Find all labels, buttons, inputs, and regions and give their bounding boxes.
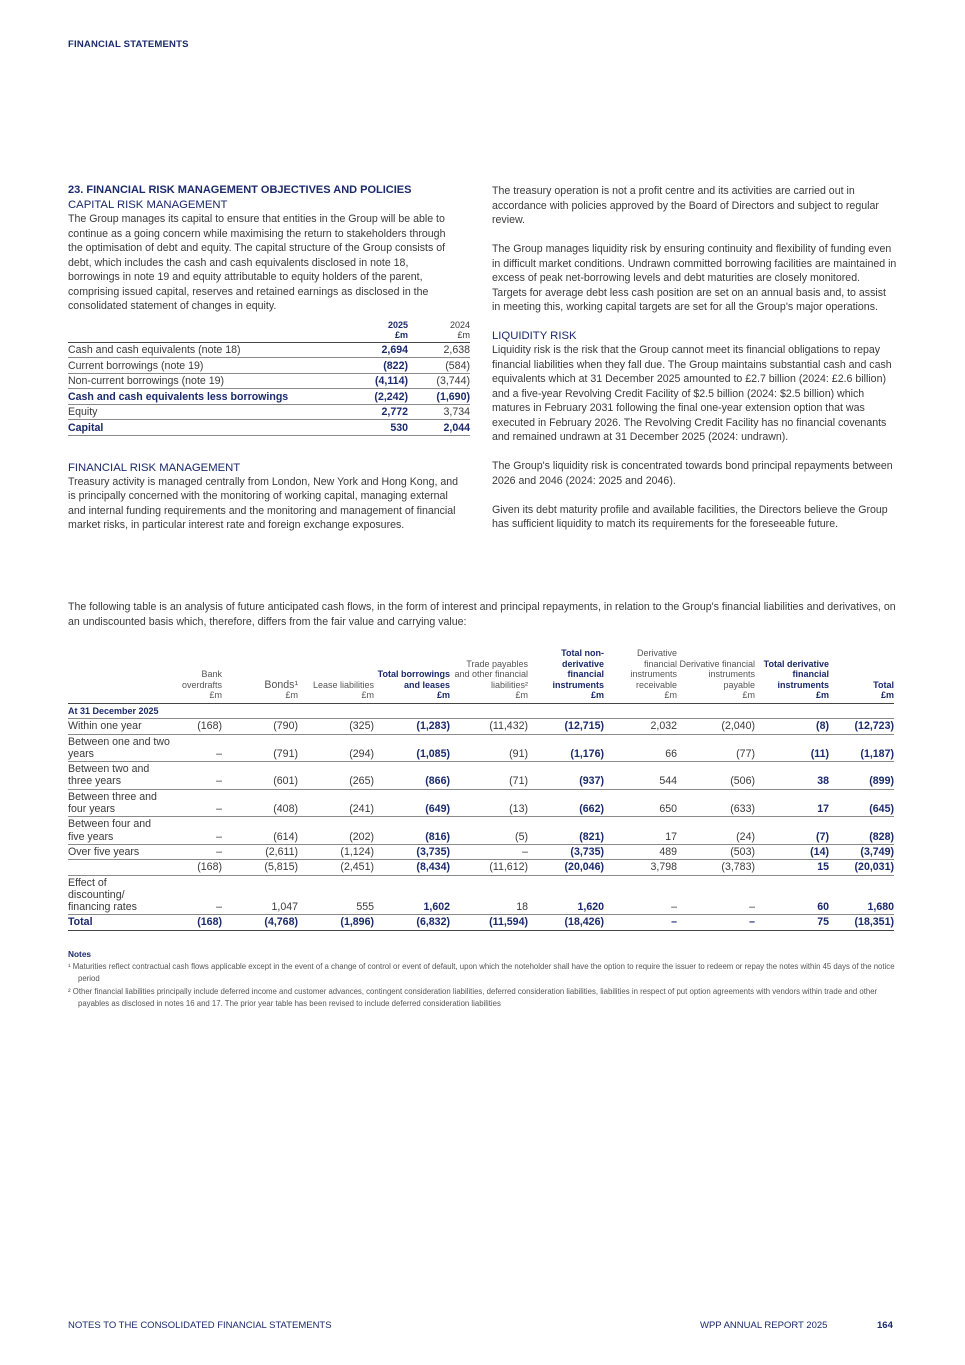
row-label: Cash and cash equivalents less borrowings	[68, 389, 338, 405]
table-row	[68, 420, 470, 436]
liquidity-management-text: The Group manages liquidity risk by ensuring continuity and flexibility of funding even in difficult market conditions. Undrawn committed borrowing facilities are maintained in excess of peak net-borrowing levels and debt maturities are closely monitored. Targets for average debt less cash position are set on an annual basis and, to assist in meeting this, working capital targets are set for all the Group's major operations.	[492, 243, 897, 313]
cell-value: (6,832)	[374, 915, 450, 930]
cell-value: (5,815)	[222, 860, 298, 875]
value-2025: 530	[338, 420, 408, 436]
section-row	[68, 703, 894, 718]
cell-value: (1,896)	[298, 915, 374, 930]
cell-value: (265)	[298, 762, 374, 790]
cell-value: (12,723)	[829, 719, 894, 734]
table-row	[68, 875, 894, 915]
table-row	[68, 789, 894, 817]
cell-value: (408)	[222, 789, 298, 817]
table-row	[68, 404, 470, 420]
column-label: Bonds¹	[264, 678, 298, 691]
capital-table	[68, 320, 470, 436]
footnote-1: ¹ Maturities reflect contractual cash flows applicable except in the event of a change of control or event of default, upon which the noteholder shall have the option to require the issuer to redeem or repay the notes within 45 days of the notice period	[68, 962, 895, 984]
column-unit: £m	[664, 690, 677, 701]
table-row	[68, 342, 470, 358]
col-2025: 2025 £m	[338, 320, 408, 343]
cell-value: (866)	[374, 762, 450, 790]
column-header	[374, 648, 450, 703]
row-label: Between four and five years	[68, 817, 178, 845]
header-blank	[68, 648, 178, 703]
cell-value: (899)	[829, 762, 894, 790]
column-unit: £m	[515, 690, 528, 701]
cell-value: 17	[755, 789, 829, 817]
cell-value: –	[178, 817, 222, 845]
row-label: Cash and cash equivalents (note 18)	[68, 342, 338, 358]
row-label: Non-current borrowings (note 19)	[68, 373, 338, 389]
column-header	[829, 648, 894, 703]
table-row	[68, 817, 894, 845]
cell-value: 1,620	[528, 875, 604, 915]
value-2025: (4,114)	[338, 373, 408, 389]
row-label: Between two and three years	[68, 762, 178, 790]
cell-value: (601)	[222, 762, 298, 790]
column-label: Derivative financial instruments payable	[679, 658, 755, 690]
cell-value: 1,047	[222, 875, 298, 915]
column-unit: £m	[742, 690, 755, 701]
cell-value: –	[450, 844, 528, 859]
cell-value: –	[604, 915, 677, 930]
cell-value: 3,798	[604, 860, 677, 875]
cell-value: (7)	[755, 817, 829, 845]
cell-value: (12,715)	[528, 719, 604, 734]
column-header	[298, 648, 374, 703]
column-header	[450, 648, 528, 703]
cell-value: (241)	[298, 789, 374, 817]
cell-value: 489	[604, 844, 677, 859]
table-row	[68, 719, 894, 734]
row-label: Over five years	[68, 844, 178, 859]
value-2024: (3,744)	[408, 373, 470, 389]
cell-value: (24)	[677, 817, 755, 845]
cell-value: (1,085)	[374, 734, 450, 762]
cell-value: (3,735)	[528, 844, 604, 859]
cell-value: 650	[604, 789, 677, 817]
table-row	[68, 844, 894, 859]
capital-risk-heading: CAPITAL RISK MANAGEMENT	[68, 199, 228, 211]
column-header	[677, 648, 755, 703]
cell-value: 18	[450, 875, 528, 915]
cell-value: 1,680	[829, 875, 894, 915]
footer-report: WPP ANNUAL REPORT 2025	[700, 1320, 828, 1331]
column-label: Total derivative financial instruments	[763, 658, 829, 690]
footnote-2: ² Other financial liabilities principally include deferred income and customer advances, contingent consideration liabilities, deferred consideration liabilities, liabilities in respect of put option agreements with vendors within trade and other payables as disclosed in notes 16 and 17. The prior year table has been revised to include deferred consideration liabilities	[68, 986, 878, 1008]
cell-value: (3,735)	[374, 844, 450, 859]
cell-value: –	[604, 875, 677, 915]
cell-value: (2,611)	[222, 844, 298, 859]
cell-value: –	[677, 915, 755, 930]
column-label: Total non-derivative financial instruments	[552, 648, 604, 690]
cell-value: (1,124)	[298, 844, 374, 859]
cell-value: (168)	[178, 915, 222, 930]
cell-value: (503)	[677, 844, 755, 859]
column-unit: £m	[361, 690, 374, 701]
cell-value: (2,451)	[298, 860, 374, 875]
cell-value: 60	[755, 875, 829, 915]
row-label: Effect of discounting/ financing rates	[68, 875, 178, 915]
cell-value: (202)	[298, 817, 374, 845]
table-row	[68, 915, 894, 930]
cell-value: (828)	[829, 817, 894, 845]
bond-repayment-text: The Group's liquidity risk is concentrated towards bond principal repayments between 2026 and 2046 (2024: 2025 and 2046).	[492, 460, 893, 487]
row-label	[68, 860, 178, 875]
cell-value: (11,432)	[450, 719, 528, 734]
cell-value: (18,351)	[829, 915, 894, 930]
right-column	[492, 184, 897, 532]
cashflow-intro: The following table is an analysis of future anticipated cash flows, in the form of interest and principal repayments, in relation to the Group's financial liabilities and derivatives, on an undiscounted basis which, therefore, differs from the fair value and carrying value:	[68, 601, 896, 628]
cell-value: –	[178, 762, 222, 790]
value-2024: (1,690)	[408, 389, 470, 405]
value-2024: 2,044	[408, 420, 470, 436]
value-2025: (2,242)	[338, 389, 408, 405]
column-unit: £m	[815, 690, 829, 701]
cell-value: (4,768)	[222, 915, 298, 930]
cell-value: (821)	[528, 817, 604, 845]
cell-value: –	[677, 875, 755, 915]
cell-value: 544	[604, 762, 677, 790]
section-title: 23. FINANCIAL RISK MANAGEMENT OBJECTIVES AND POLICIES	[68, 184, 412, 196]
liquidity-risk-text: Liquidity risk is the risk that the Group cannot meet its financial obligations to repay financial liabilities when they fall due. The Group maintains substantial cash and cash equivalents which at 31 December 2025 amounted to £2.7 billion (2024: £2.6 billion) and a five-year Revolving Credit Facility of $2.5 billion (2024: $2.5 billion) which matures in February 2031 following the final one-year extension option that was executed in February 2026. The Revolving Credit Facility has no financial covenants and remained undrawn at 31 December 2025 (2024: undrawn).	[492, 344, 892, 443]
column-header	[755, 648, 829, 703]
financial-risk-heading: FINANCIAL RISK MANAGEMENT	[68, 461, 241, 474]
cell-value: 75	[755, 915, 829, 930]
cell-value: (71)	[450, 762, 528, 790]
value-2025: 2,772	[338, 404, 408, 420]
cell-value: (790)	[222, 719, 298, 734]
cell-value: (168)	[178, 719, 222, 734]
cell-value: (5)	[450, 817, 528, 845]
cell-value: (3,749)	[829, 844, 894, 859]
treasury-text: The treasury operation is not a profit centre and its activities are carried out in accordance with policies approved by the Board of Directors and subject to regular review.	[492, 185, 879, 226]
cell-value: (662)	[528, 789, 604, 817]
value-2024: 2,638	[408, 342, 470, 358]
liquidity-conclusion-text: Given its debt maturity profile and available facilities, the Directors believe the Group has sufficient liquidity to match its requirements for the foreseeable future.	[492, 503, 888, 530]
cell-value: 2,032	[604, 719, 677, 734]
cell-value: (1,283)	[374, 719, 450, 734]
table-row	[68, 358, 470, 374]
cell-value: 38	[755, 762, 829, 790]
column-unit: £m	[285, 690, 298, 701]
value-2024: (584)	[408, 358, 470, 374]
value-2025: 2,694	[338, 342, 408, 358]
column-label: Derivative financial instruments receivable	[630, 648, 677, 690]
column-label: Total	[873, 679, 894, 690]
table-row	[68, 762, 894, 790]
column-label: Total borrowings and leases	[377, 669, 450, 690]
cell-value: (633)	[677, 789, 755, 817]
column-header	[528, 648, 604, 703]
column-unit: £m	[590, 690, 604, 701]
cell-value: (8,434)	[374, 860, 450, 875]
row-label: Between three and four years	[68, 789, 178, 817]
liquidity-risk-heading: LIQUIDITY RISK	[492, 330, 577, 342]
cell-value: 555	[298, 875, 374, 915]
capital-risk-text: The Group manages its capital to ensure that entities in the Group will be able to continue as a going concern while maximising the return to stakeholders through the optimisation of debt and equity. The capital structure of the Group consists of debt, which includes the cash and cash equivalents disclosed in note 18, borrowings in note 19 and equity attributable to equity holders of the parent, comprising issued capital, reserves and retained earnings as disclosed in the consolidated statement of changes in equity.	[68, 213, 446, 312]
cell-value: (3,783)	[677, 860, 755, 875]
left-column	[68, 183, 470, 533]
table-row	[68, 734, 894, 762]
col-2024: 2024 £m	[408, 320, 470, 343]
cell-value: 17	[604, 817, 677, 845]
cell-value: (645)	[829, 789, 894, 817]
value-2024: 3,734	[408, 404, 470, 420]
footer-section: NOTES TO THE CONSOLIDATED FINANCIAL STATEMENTS	[68, 1320, 332, 1331]
notes	[68, 948, 896, 1010]
page-number: 164	[877, 1320, 893, 1331]
column-unit: £m	[880, 690, 894, 701]
cell-value: (325)	[298, 719, 374, 734]
cell-value: (77)	[677, 734, 755, 762]
cell-value: (791)	[222, 734, 298, 762]
cell-value: (2,040)	[677, 719, 755, 734]
cell-value: (816)	[374, 817, 450, 845]
cell-value: 1,602	[374, 875, 450, 915]
table-row	[68, 389, 470, 405]
column-label: Trade payables and other financial liabilities²	[454, 658, 528, 690]
column-unit: £m	[436, 690, 450, 701]
financial-risk-text: Treasury activity is managed centrally from London, New York and Hong Kong, and is principally concerned with the monitoring of working capital, managing external and internal funding requirements and the monitoring and management of financial market risks, in particular interest rate and foreign exchange exposures.	[68, 475, 459, 531]
cell-value: (294)	[298, 734, 374, 762]
row-label: Between one and two years	[68, 734, 178, 762]
cell-value: –	[178, 734, 222, 762]
cashflow-table	[68, 648, 894, 931]
table-row	[68, 373, 470, 389]
row-label: Total	[68, 915, 178, 930]
row-label: Capital	[68, 420, 338, 436]
cell-value: (614)	[222, 817, 298, 845]
row-label: Equity	[68, 404, 338, 420]
cell-value: –	[178, 875, 222, 915]
row-label: Within one year	[68, 719, 178, 734]
column-header	[604, 648, 677, 703]
cell-value: –	[178, 789, 222, 817]
column-unit: £m	[209, 690, 222, 701]
cell-value: (20,046)	[528, 860, 604, 875]
column-label: Bank overdrafts	[181, 669, 222, 690]
cell-value: (18,426)	[528, 915, 604, 930]
value-2025: (822)	[338, 358, 408, 374]
column-header	[178, 648, 222, 703]
section-label: At 31 December 2025	[68, 703, 894, 718]
cell-value: (1,176)	[528, 734, 604, 762]
cell-value: (11)	[755, 734, 829, 762]
cell-value: (168)	[178, 860, 222, 875]
table-row	[68, 860, 894, 875]
cell-value: 66	[604, 734, 677, 762]
cell-value: (649)	[374, 789, 450, 817]
cell-value: (20,031)	[829, 860, 894, 875]
cell-value: (506)	[677, 762, 755, 790]
cell-value: –	[178, 844, 222, 859]
cell-value: (14)	[755, 844, 829, 859]
cell-value: (11,594)	[450, 915, 528, 930]
cell-value: (1,187)	[829, 734, 894, 762]
cell-value: (8)	[755, 719, 829, 734]
cell-value: (91)	[450, 734, 528, 762]
column-label: Lease liabilities	[312, 679, 374, 690]
column-header	[222, 648, 298, 703]
notes-title: Notes	[68, 949, 92, 959]
cell-value: (11,612)	[450, 860, 528, 875]
cell-value: (13)	[450, 789, 528, 817]
cell-value: 15	[755, 860, 829, 875]
cell-value: (937)	[528, 762, 604, 790]
section-header: FINANCIAL STATEMENTS	[68, 39, 189, 50]
row-label: Current borrowings (note 19)	[68, 358, 338, 374]
